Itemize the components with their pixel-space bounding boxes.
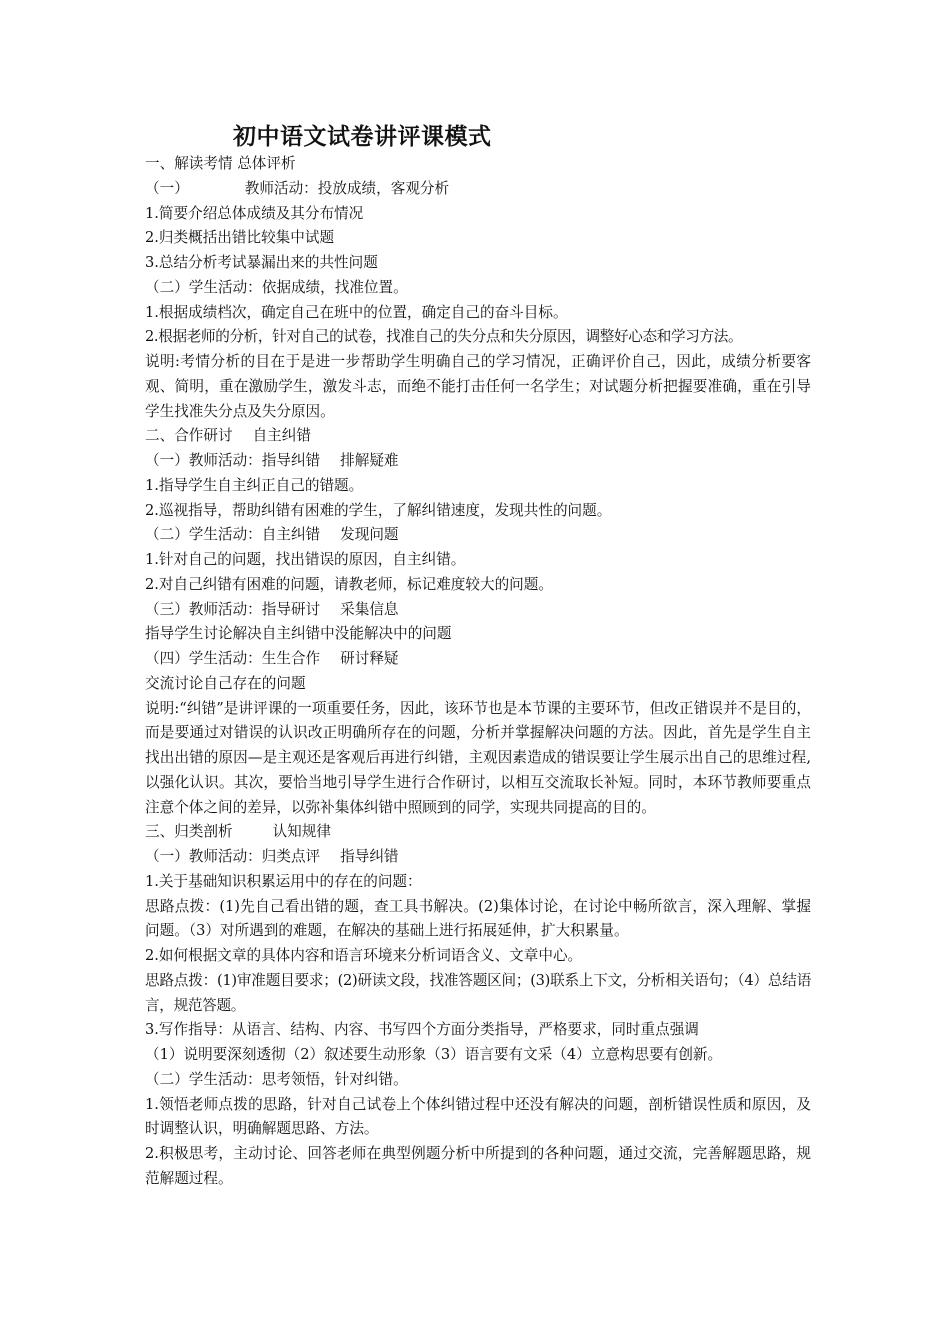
section-2-sub-2-a: （二）学生活动：自主纠错 <box>145 526 321 544</box>
section-2-heading <box>145 424 811 449</box>
section-3-sub-1-b: 指导纠错 <box>340 848 399 865</box>
section-2-note: 说明:“纠错”是讲评课的一项重要任务，因此，该环节也是本节课的主要环节，但改正错误并不是目的，而是要通过对错误的认识改正明确所存在的问题，分析并掌握解决问题的方法。因此，首先是学生自主找出出错的原因—是主观还是客观后再进行纠错，主观因素造成的错误要让学生展示出自己的思维过程,以强化认识。其次，要恰当地引导学生进行合作研讨，以相互交流取长补短。同时，本环节教师要重点注意个体之间的差异，以弥补集体纠错中照顾到的同学，实现共同提高的目的。 <box>145 699 811 816</box>
section-3-sub-1-a: （一）教师活动：归类点评 <box>145 848 321 865</box>
section-3-heading <box>145 820 811 845</box>
list-item: 2.根据老师的分析，针对自己的试卷，找准自己的失分点和失分原因，调整好心态和学习方法。 <box>145 328 743 346</box>
list-item: 3.总结分析考试暴漏出来的共性问题 <box>145 254 378 271</box>
document-title: 初中语文试卷讲评课模式 <box>233 123 492 150</box>
section-2-sub-3-b: 采集信息 <box>340 600 399 618</box>
section-2-sub-1-a: （一）教师活动：指导纠错 <box>145 452 321 469</box>
section-3-paragraph: 2.如何根据文章的具体内容和语言环境来分析词语含义、文章中心。 <box>145 947 583 964</box>
section-2-sub-4-text: 交流讨论自己存在的问题 <box>145 674 306 692</box>
list-item: 1.指导学生自主纠正自己的错题。 <box>145 476 364 494</box>
section-1-heading: 一、解读考情 总体评析 <box>145 155 296 172</box>
document-body <box>145 121 811 1192</box>
list-item: 2.归类概括出错比较集中试题 <box>145 229 335 247</box>
section-3-paragraph: 思路点拨：(1)先自己看出错的题，查工具书解决。(2)集体讨论，在讨论中畅所欲言，深入理解、掌握问题。（3）对所遇到的难题，在解决的基础上进行拓展延伸，扩大积累量。 <box>145 897 811 940</box>
section-2-sub-1 <box>145 449 811 474</box>
list-item: 1.简要介绍总体成绩及其分布情况 <box>145 204 364 222</box>
section-3-paragraph: 思路点拨：(1)审准题目要求；(2)研读文段，找准答题区间；(3)联系上下文，分析相关语句；（4）总结语言，规范答题。 <box>145 971 811 1014</box>
section-2-sub-2 <box>145 523 811 548</box>
section-3-paragraph: （1）说明要深刻透彻（2）叙述要生动形象（3）语言要有文采（4）立意构思要有创新。 <box>145 1046 723 1063</box>
section-2-sub-1-b: 排解疑难 <box>340 452 399 469</box>
section-3-heading-b: 认知规律 <box>272 823 331 841</box>
section-2-heading-b: 自主纠错 <box>252 427 311 445</box>
section-2-heading-a: 二、合作研讨 <box>145 427 233 445</box>
section-1-sub-2: （二）学生活动：依据成绩，找准位置。 <box>145 278 408 296</box>
section-3-sub-1 <box>145 845 811 870</box>
section-3-heading-a: 三、归类剖析 <box>145 823 233 841</box>
section-2-sub-3-text: 指导学生讨论解决自主纠错中没能解决中的问题 <box>145 625 452 643</box>
list-item: 1.针对自己的问题，找出错误的原因，自主纠错。 <box>145 551 466 568</box>
list-item: 1.根据成绩档次，确定自己在班中的位置，确定自己的奋斗目标。 <box>145 303 568 321</box>
list-item: 2.对自己纠错有困难的问题，请教老师，标记难度较大的问题。 <box>145 575 553 593</box>
section-3-sub-2: （二）学生活动：思考领悟，针对纠错。 <box>145 1070 408 1088</box>
section-2-sub-2-b: 发现问题 <box>340 526 399 544</box>
section-3-paragraph: 1.领悟老师点拨的思路，针对自己试卷上个体纠错过程中还没有解决的问题，剖析错误性质和原因，及时调整认识，明确解题思路、方法。 <box>145 1095 811 1138</box>
section-3-paragraph: 3.写作指导：从语言、结构、内容、书写四个方面分类指导，严格要求，同时重点强调 <box>145 1021 699 1039</box>
section-3-paragraph: 1.关于基础知识积累运用中的存在的问题： <box>145 872 422 890</box>
section-1-note: 说明:考情分析的目在于是进一步帮助学生明确自己的学习情况，正确评价自己，因此，成绩分析要客观、简明，重在激励学生，激发斗志，而绝不能打击任何一名学生；对试题分析把握要准确，重在引导学生找准失分点及失分原因。 <box>145 353 811 420</box>
section-2-sub-4-a: （四）学生活动：生生合作 <box>145 650 321 667</box>
section-1-sub-1-prefix: （一） <box>145 179 189 197</box>
section-1-sub-1-text: 教师活动：投放成绩，客观分析 <box>244 179 450 197</box>
list-item: 2.巡视指导，帮助纠错有困难的学生，了解纠错速度，发现共性的问题。 <box>145 501 612 519</box>
section-2-sub-3 <box>145 598 811 623</box>
section-3-paragraph: 2.积极思考，主动讨论、回答老师在典型例题分析中所提到的各种问题，通过交流，完善解题思路，规范解题过程。 <box>145 1145 811 1187</box>
section-1-sub-1 <box>145 177 811 202</box>
section-2-sub-3-a: （三）教师活动：指导研讨 <box>145 600 321 618</box>
section-2-sub-4-b: 研讨释疑 <box>340 650 399 667</box>
section-2-sub-4 <box>145 647 811 672</box>
